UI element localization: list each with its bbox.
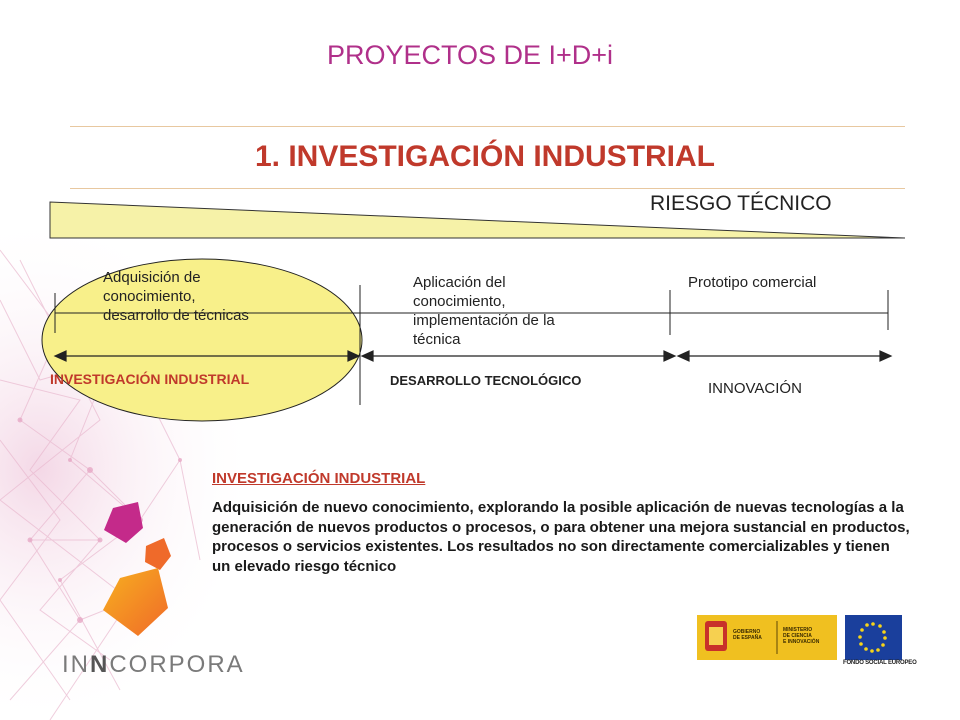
stage-aplicacion [413, 273, 555, 349]
ministerio-text [783, 627, 819, 645]
phase-innovacion: INNOVACIÓN [708, 380, 802, 397]
stage-aplicacion-line-3: implementación de la [413, 312, 555, 329]
fse-label: FONDO SOCIAL EUROPEO [843, 660, 917, 666]
phase-desarrollo: DESARROLLO TECNOLÓGICO [390, 373, 582, 388]
stage-adquisicion-line-2: conocimiento, [103, 288, 196, 305]
phase-investigacion: INVESTIGACIÓN INDUSTRIAL [50, 371, 250, 387]
gobierno-line-2: DE ESPAÑA [733, 635, 762, 641]
definition-body: Adquisición de nuevo conocimiento, explorando la posible aplicación de nuevas tecnologías a la generación de nuevos productos o procesos, o para obtener una mejora sustancial en productos, procesos o servicios existentes. Los resultados no son directamente comercializables y tienen un elevado riesgo técnico [212, 499, 910, 575]
risk-label: RIESGO TÉCNICO [650, 192, 832, 215]
stage-prototipo: Prototipo comercial [688, 274, 817, 291]
definition-heading: INVESTIGACIÓN INDUSTRIAL [212, 470, 426, 487]
ministerio-line-2: DE CIENCIA [783, 633, 812, 639]
funding-logos [697, 615, 902, 660]
ministerio-line-1: MINISTERIO [783, 627, 813, 633]
inncorpora-logo-text [62, 651, 245, 679]
stage-adquisicion [103, 268, 249, 325]
ministerio-line-3: E INNOVACIÓN [783, 639, 820, 645]
stage-aplicacion-line-2: conocimiento, [413, 293, 506, 310]
stage-aplicacion-line-4: técnica [413, 331, 461, 348]
logo-bold-letter: N [90, 651, 110, 678]
logo-prefix: IN [62, 651, 90, 678]
logo-suffix: CORPORA [109, 651, 245, 678]
stage-adquisicion-line-3: desarrollo de técnicas [103, 307, 249, 324]
pretitle: PROYECTOS DE I+D+i [326, 40, 614, 70]
gobierno-text [733, 629, 762, 641]
stage-aplicacion-line-1: Aplicación del [413, 274, 506, 291]
stage-adquisicion-line-1: Adquisición de [103, 269, 201, 286]
gobierno-line-1: GOBIERNO [733, 629, 761, 635]
page-title: 1. INVESTIGACIÓN INDUSTRIAL [254, 140, 716, 173]
